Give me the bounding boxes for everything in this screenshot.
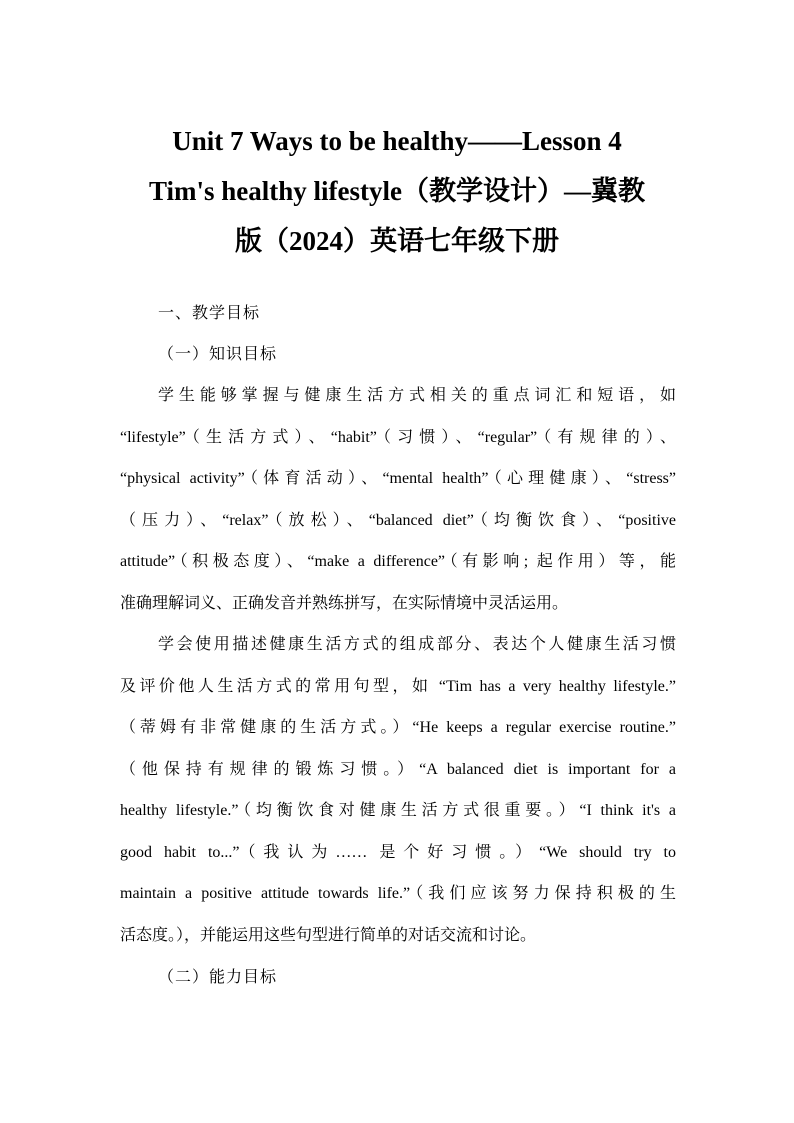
paragraph-1-line: attitude”（积极态度）、“make a difference”（有影响; 起作用）等，能 (120, 553, 676, 570)
paragraph-1-line: 学生能够掌握与健康生活方式相关的重点词汇和短语，如 (158, 387, 676, 404)
paragraph-2-line: maintain a positive attitude towards life.”（我们应该努力保持积极的生 (120, 885, 676, 902)
paragraph-2-line: 及评价他人生活方式的常用句型，如 “Tim has a very healthy lifestyle.” (120, 678, 676, 695)
document-title-line-1: Unit 7 Ways to be healthy——Lesson 4 (172, 126, 622, 156)
subsection-heading-ability-objectives: （二）能力目标 (158, 967, 278, 986)
paragraph-2-line: healthy lifestyle.”（均衡饮食对健康生活方式很重要。）“I think it's a (120, 802, 676, 819)
paragraph-2-line: （蒂姆有非常健康的生活方式。）“He keeps a regular exercise routine.” (120, 719, 676, 736)
paragraph-1-line: 准确理解词义、正确发音并熟练拼写，在实际情境中灵活运用。 (120, 595, 569, 612)
section-heading-teaching-objectives: 一、教学目标 (158, 303, 261, 322)
document-title-line-2: Tim's healthy lifestyle（教学设计）—冀教 (149, 176, 645, 206)
document-title-line-3: 版（2024）英语七年级下册 (235, 226, 559, 256)
paragraph-2-line: （他保持有规律的锻炼习惯。）“A balanced diet is important for a (120, 761, 676, 778)
paragraph-2-line: 活态度。），并能运用这些句型进行简单的对话交流和讨论。 (120, 927, 537, 944)
paragraph-1-line: “lifestyle”（生活方式）、“habit”（习惯）、“regular”（有规律的）、 (120, 429, 676, 446)
paragraph-1-line: “physical activity”（体育活动）、“mental health”（心理健康）、“stress” (120, 470, 676, 487)
subsection-heading-knowledge-objectives: （一）知识目标 (158, 344, 278, 363)
paragraph-2-line: 学会使用描述健康生活方式的组成部分、表达个人健康生活习惯 (158, 636, 676, 653)
paragraph-2-line: good habit to...”（我认为…… 是个好习惯。）“We should try to (120, 844, 676, 861)
paragraph-1-line: （压力）、“relax”（放松）、“balanced diet”（均衡饮食）、“positive (120, 512, 676, 529)
